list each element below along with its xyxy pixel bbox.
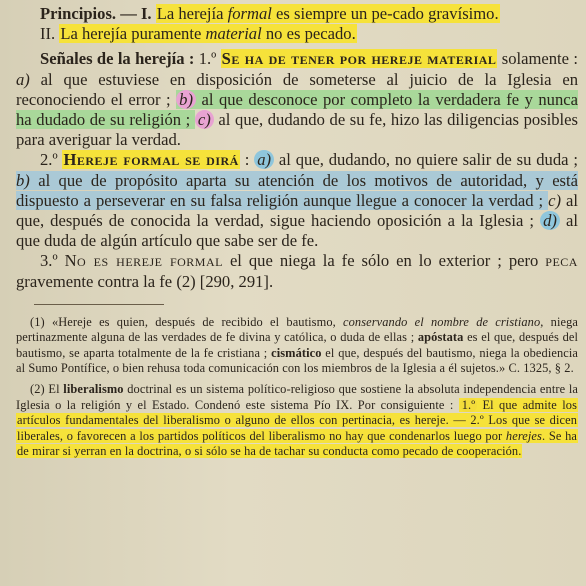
footnotes <box>16 315 578 460</box>
text: el que niega la fe sólo en lo exterior ; pero <box>222 251 546 271</box>
principle-1 <box>16 4 578 24</box>
not-formal-paragraph <box>16 251 578 291</box>
item-a: a) <box>254 150 274 169</box>
text: : <box>239 150 255 170</box>
cismatico-term: cismático <box>271 345 322 360</box>
text: no es pecado. <box>261 24 356 44</box>
text: La herejía puramente <box>60 24 206 44</box>
text: es siempre un pe- <box>271 4 393 23</box>
liberalismo-term: liberalismo <box>63 382 124 397</box>
text: (1) «Hereje es quien, después de recibido el bautismo, <box>30 314 344 329</box>
principle-2 <box>16 24 578 44</box>
footnote-1 <box>16 315 578 377</box>
text: , niega pertinazmente alguna de las verdades de fe divina y católica, o duda de ellas ; <box>16 314 578 345</box>
highlight-material <box>59 24 356 43</box>
formal-heretic-heading: Hereje formal se dirá <box>63 150 239 170</box>
material-term: material <box>205 24 262 44</box>
footnote-divider <box>34 304 164 305</box>
numeral: 3.º <box>40 251 65 271</box>
item-c: c) <box>548 190 562 210</box>
text: al que duda de algún artículo que sabe ser de fe. <box>16 211 579 251</box>
signs-heading: Señales de la herejía : <box>40 49 199 69</box>
text: La herejía <box>156 4 228 23</box>
item-b: b) <box>176 90 196 109</box>
signs-paragraph <box>16 49 578 150</box>
text: (2) El <box>30 382 64 397</box>
formal-heretic-paragraph <box>16 150 578 251</box>
material-heretic-heading: Se ha de tener por hereje material <box>221 49 497 69</box>
highlight-blue <box>16 171 578 210</box>
text: doctrinal es un sistema político-religioso que sostiene la absoluta independencia entre la Iglesia o la religión y el Estado. Condenó este sistema Pío IX. Por consiguiente : <box>16 382 578 412</box>
apostata-term: apóstata <box>417 330 464 345</box>
text: al que desconoce por completo la verdadera fe y nunca ha dudado de su religión ; <box>16 89 578 130</box>
text: al que, después de conocida la verdad, sigue haciendo oposición a la Iglesia ; <box>16 190 578 231</box>
text: al que de propósito aparta su atención de los motivos de autoridad, y está dispuesto a perseverar en su falsa religión aunque llegue a conocer la verdad ; <box>16 170 578 210</box>
item-b: b) <box>16 170 30 190</box>
peca-term: peca <box>545 251 578 271</box>
numeral: 2.º <box>470 413 484 428</box>
text: solamente : <box>497 49 578 69</box>
not-formal-heading: No es hereje formal <box>64 251 223 271</box>
numeral: 1.º <box>198 49 221 69</box>
item-c: c) <box>195 110 214 129</box>
text: al que, dudando de su fe, hizo las diligencias posibles para averiguar la verdad. <box>16 110 578 150</box>
text: al que estuviese en disposición de someterse al juicio de la Iglesia en reconociendo el error ; <box>16 69 578 109</box>
item-a: a) <box>16 69 30 89</box>
text: es el que, después del bautismo, se aparta totalmente de la fe cristiana ; <box>16 330 579 360</box>
numeral: II. <box>40 24 60 44</box>
formal-term: formal <box>227 4 272 23</box>
text: Los que se dicen liberales, o favorecen a los partidos políticos del liberalismo no hay que condenarlos luego por <box>17 413 577 443</box>
numeral: 2.º <box>40 150 63 170</box>
highlight-formal <box>156 4 500 23</box>
text: . Se ha de mirar si yerran en la doctrina, o si sólo se ha de tachar su conducta como pecado de cooperación. <box>17 428 577 459</box>
text: herejes <box>505 428 542 443</box>
text: al que, dudando, no quiere salir de su duda ; <box>274 150 578 170</box>
principios-heading: Principios. — I. <box>40 4 156 23</box>
numeral: 1.º <box>461 397 476 412</box>
main-text <box>16 4 578 292</box>
text: conservando el nombre de cristiano <box>343 314 541 329</box>
text: El que admite los artículos fundamentales del liberalismo o alguno de ellos con pertinacia, es hereje. — <box>17 397 577 428</box>
footnote-2 <box>16 382 578 459</box>
text: gravemente contra la fe (2) [290, 291]. <box>16 271 274 291</box>
item-d: d) <box>540 211 560 230</box>
text: cado gravísimo. <box>392 4 499 23</box>
text: el que, después del bautismo, niega la obediencia al Sumo Pontífice, o bien rehusa toda comunicación con los miembros de la Iglesia a él sujetos.» C. 1325, § 2. <box>16 345 578 376</box>
